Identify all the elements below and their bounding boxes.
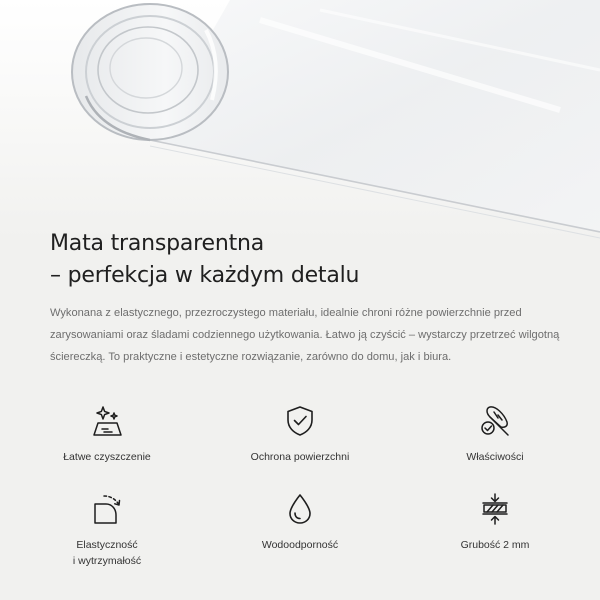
flex-corner-icon <box>90 492 124 526</box>
feature-surface-protection <box>215 404 385 465</box>
sparkle-surface-icon <box>90 404 124 438</box>
shield-check-icon <box>283 404 317 438</box>
page-title <box>50 228 359 292</box>
feature-easy-cleaning <box>22 404 192 465</box>
feature-thickness <box>410 492 580 553</box>
feature-waterproof <box>215 492 385 553</box>
title-line-1: Mata transparentna <box>50 231 265 256</box>
product-description: Wykonana z elastycznego, przezroczystego materiału, idealnie chroni różne powierzchnie przed zarysowaniami oraz śladami codziennego użytkowania. Łatwo ją czyścić – wystarczy przetrzeć wilgotną ściereczką. To praktyczne i estetyczne rozwiązanie, zarówno do domu, jak i biura. <box>50 307 560 363</box>
feature-label: Wodoodporność <box>261 539 339 551</box>
feature-label: Ochrona powierzchni <box>250 451 350 463</box>
feather-check-icon <box>478 404 512 438</box>
feature-label: Łatwe czyszczenie <box>63 451 151 463</box>
feature-label: Elastyczność i wytrzymałość <box>72 539 142 567</box>
title-line-2: – perfekcja w każdym detalu <box>50 263 360 288</box>
feature-properties <box>410 404 580 465</box>
feature-flexibility-durability <box>22 492 192 569</box>
hero-image <box>0 0 600 240</box>
thickness-icon <box>478 492 512 526</box>
feature-label: Właściwości <box>466 451 524 463</box>
feature-label: Grubość 2 mm <box>460 539 530 551</box>
transparent-mat-roll-image <box>0 0 600 240</box>
feature-grid <box>0 400 600 580</box>
water-drop-icon <box>283 492 317 526</box>
